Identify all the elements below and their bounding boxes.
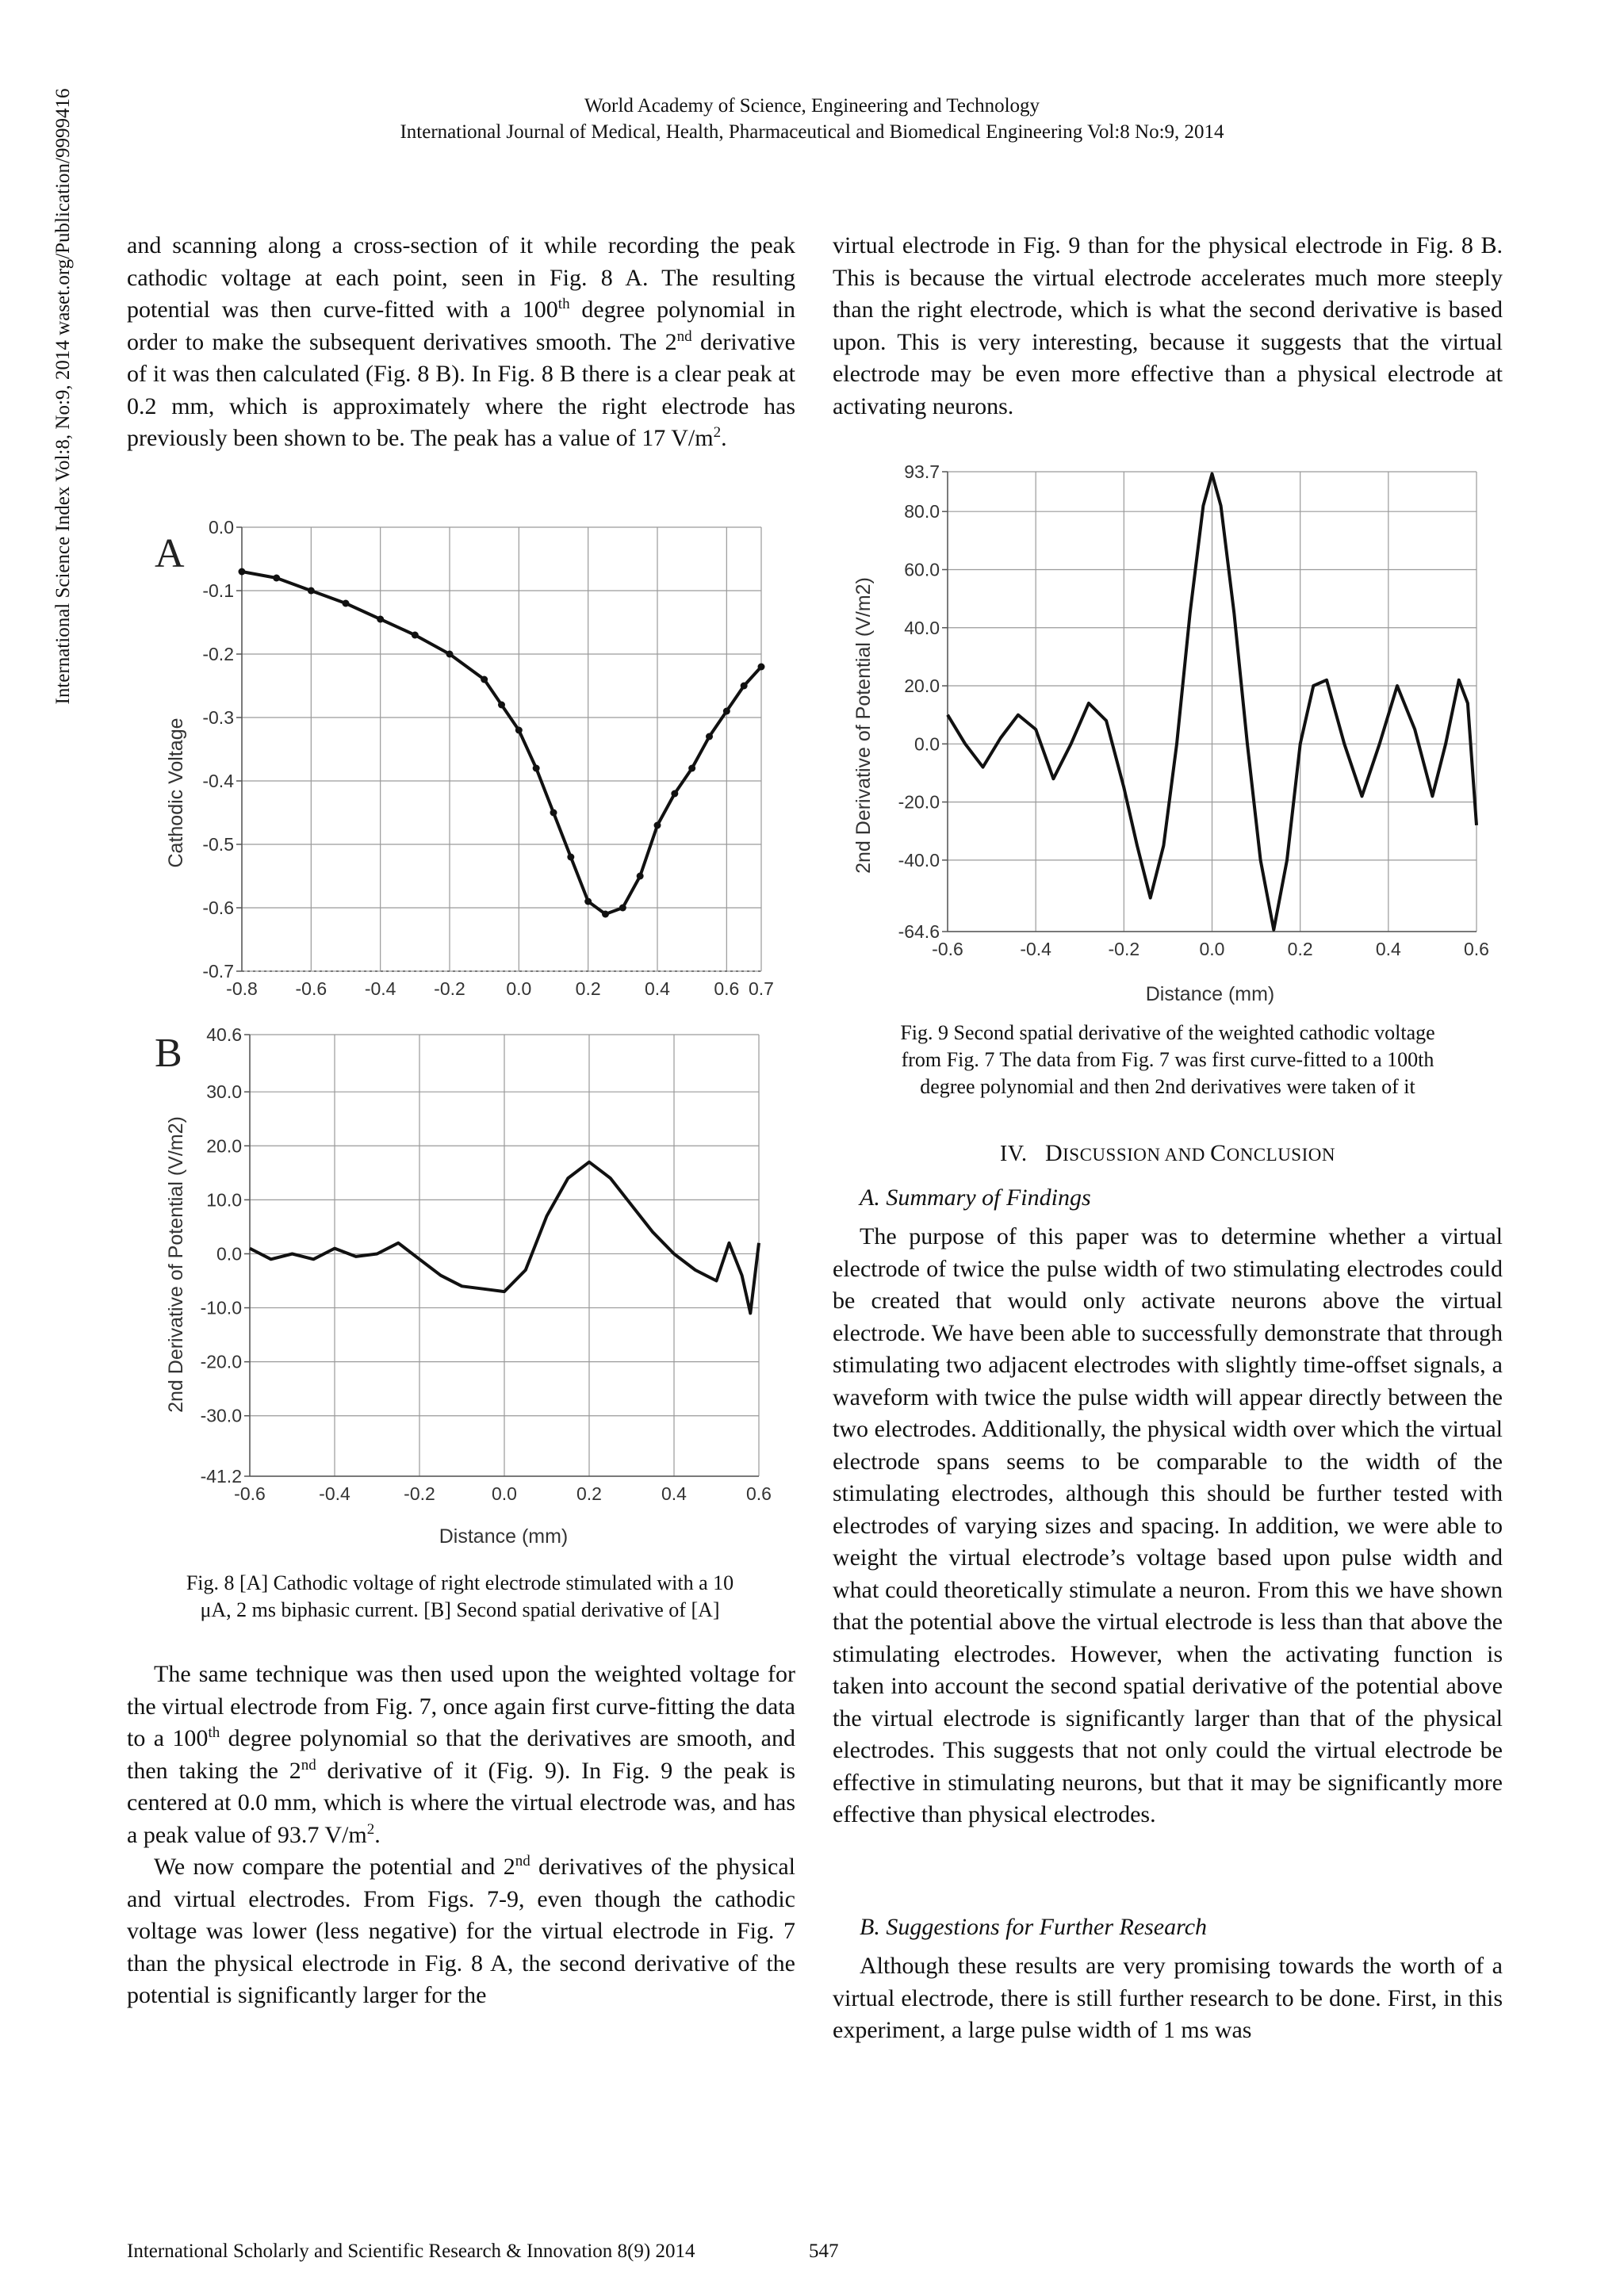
- fig8b-ytick-label: 40.6: [206, 1024, 242, 1045]
- fig8b-xlabel: Distance (mm): [439, 1525, 569, 1548]
- fig9-ytick-label: 0.0: [914, 733, 940, 755]
- left-paragraph-2: The same technique was then used upon the weighted voltage for the virtual electrode from Fig. 7, once again first curve-fitting the data to a 100th degree polynomial so that the derivatives are smooth, and then taking the 2nd derivative of it (Fig. 9). In Fig. 9 the peak is centered at 0.0 mm, which is where the virtual electrode was, and has a peak value of 93.7 $V/m^2$. We now compare the potential and 2nd derivatives of the physical and virtual electrodes. From Figs. 7-9, even though the cathodic voltage was lower (less negative) for the virtual electrode in Fig. 7 than the physical electrode in Fig. 8 A, the second derivative of the potential is significantly larger for the: [127, 1661, 795, 2008]
- fig8a-ytick-label: -0.1: [202, 580, 234, 601]
- fig8b-ytick-label: -20.0: [200, 1351, 242, 1372]
- fig8a-data-point: [671, 790, 678, 798]
- subsection-a-title: A. Summary of Findings: [860, 1184, 1091, 1211]
- fig8a-xtick-label: -0.6: [295, 978, 327, 999]
- right-paragraph-3: Although these results are very promising towards the worth of a virtual electrode, there is still further research to be done. First, in this experiment, a large pulse width of 1 ms was: [833, 1953, 1503, 2043]
- left-paragraph-1: and scanning along a cross-section of it while recording the peak cathodic voltage at each point, seen in Fig. 8 A. The resulting potential was then curve-fitted with a 100th degree polynomial in order to make the subsequent derivatives smooth. The 2nd derivative of it was then calculated (Fig. 8 B). In Fig. 8 B there is a clear peak at 0.2 mm, which is approximately where the right electrode has previously been shown to be. The peak has a value of 17 $V/m^2$.: [127, 232, 795, 451]
- fig8a-xtick-label: 0.7: [749, 978, 774, 999]
- fig9-xtick-label: 0.4: [1375, 939, 1401, 959]
- fig8a-xtick-label: 0.0: [506, 978, 532, 999]
- fig9-xtick-label: -0.2: [1108, 939, 1140, 959]
- fig8a-xtick-label: 0.2: [575, 978, 601, 999]
- fig8b-ytick-label: 10.0: [206, 1189, 242, 1211]
- fig8a-data-point: [308, 587, 315, 595]
- fig8a-xtick-label: -0.4: [364, 978, 396, 999]
- fig9-caption-line3: degree polynomial and then 2nd derivatives were taken of it: [920, 1075, 1415, 1098]
- fig8a-xtick-label: 0.4: [645, 978, 670, 999]
- fig8b-xtick-label: 0.0: [492, 1483, 517, 1504]
- fig8b-ylabel: 2nd Derivative of Potential (V/m2): [165, 1116, 187, 1413]
- page-number: 547: [809, 2241, 839, 2262]
- fig8a-data-point: [498, 702, 505, 709]
- fig8a-data-point: [741, 683, 748, 690]
- fig8a-ytick-label: 0.0: [209, 517, 234, 538]
- fig8b-chart: [155, 1023, 781, 1554]
- fig9-ylabel: 2nd Derivative of Potential (V/m2): [852, 577, 875, 874]
- journal-volume: International Journal of Medical, Health, Pharmaceutical and Biomedical Engineering Vol:8 No:9, 2014: [400, 121, 1224, 143]
- fig8-caption: [111, 1570, 809, 1624]
- fig8b-xtick-label: 0.4: [661, 1483, 687, 1504]
- fig8a-xtick-label: -0.2: [434, 978, 465, 999]
- fig8a-xtick-label: -0.8: [226, 978, 258, 999]
- fig8a-data-point: [567, 854, 574, 861]
- fig8a-data-point: [654, 822, 661, 829]
- fig9-xtick-label: 0.2: [1287, 939, 1313, 959]
- fig8a-data-point: [377, 616, 384, 623]
- fig9-ytick-label: 93.7: [904, 461, 940, 482]
- fig8b-ytick-label: 0.0: [216, 1243, 242, 1265]
- fig9-ytick-label: 20.0: [904, 675, 940, 697]
- fig8a-data-point: [758, 664, 765, 671]
- fig8a-chart: [155, 511, 781, 1019]
- fig8a-data-point: [584, 898, 592, 905]
- sidebar-index-text: International Science Index Vol:8, No:9, 2014 waset.org/Publication/9999416: [52, 88, 74, 705]
- fig9-ytick-label: -40.0: [898, 849, 940, 871]
- fig9-xtick-label: -0.6: [932, 939, 963, 959]
- fig8a-data-point: [412, 632, 419, 639]
- fig9-xtick-label: 0.6: [1464, 939, 1489, 959]
- fig8b-xtick-label: -0.6: [234, 1483, 266, 1504]
- fig8a-ytick-label: -0.3: [202, 707, 234, 728]
- fig8a-data-point: [619, 905, 626, 912]
- fig8a-panel-label: A: [155, 531, 185, 576]
- fig8a-data-point: [446, 651, 454, 658]
- fig8b-xtick-label: -0.2: [404, 1483, 435, 1504]
- fig9-ytick-label: 80.0: [904, 501, 940, 522]
- fig8b-ytick-label: -30.0: [200, 1405, 242, 1426]
- fig9-ytick-label: 40.0: [904, 617, 940, 638]
- fig9-caption: [833, 1020, 1503, 1100]
- fig8a-data-point: [343, 600, 350, 607]
- fig8b-panel-label: B: [155, 1031, 182, 1076]
- fig9-ytick-label: 60.0: [904, 559, 940, 580]
- subsection-b-title: B. Suggestions for Further Research: [860, 1914, 1208, 1940]
- fig8b-ytick-label: 30.0: [206, 1081, 242, 1103]
- fig8a-data-point: [481, 676, 488, 683]
- fig8a-ytick-label: -0.4: [202, 771, 234, 791]
- fig8a-ytick-label: -0.6: [202, 897, 234, 918]
- section-heading: IV. DISCUSSION AND CONCLUSION: [1000, 1140, 1335, 1166]
- fig9-xtick-label: 0.0: [1199, 939, 1225, 959]
- fig8b-ytick-label: 20.0: [206, 1135, 242, 1157]
- fig8a-data-point: [637, 873, 644, 880]
- fig9-caption-line2: from Fig. 7 The data from Fig. 7 was first curve-fitted to a 100th: [901, 1048, 1434, 1071]
- fig8a-data-point: [602, 911, 609, 918]
- footer-publisher: International Scholarly and Scientific Research & Innovation 8(9) 2014: [127, 2241, 695, 2262]
- fig8b-xtick-label: -0.4: [319, 1483, 350, 1504]
- fig9-xtick-label: -0.4: [1020, 939, 1051, 959]
- fig8a-data-point: [688, 765, 695, 772]
- right-paragraph-1: virtual electrode in Fig. 9 than for the physical electrode in Fig. 8 B. This is because the virtual electrode accelerates much more steeply than the right electrode, which is what the second derivative is based upon. This is very interesting, because it suggests that the virtual electrode may be even more effective than a physical electrode at activating neurons.: [833, 232, 1503, 419]
- fig8a-data-point: [239, 568, 246, 576]
- fig8a-data-point: [723, 708, 730, 715]
- fig8a-xtick-label: 0.6: [714, 978, 740, 999]
- fig8b-ytick-label: -41.2: [200, 1466, 242, 1487]
- fig8a-ylabel: Cathodic Voltage: [165, 718, 187, 868]
- fig9-xlabel: Distance (mm): [1145, 983, 1275, 1005]
- fig8-caption-line1: Fig. 8 [A] Cathodic voltage of right electrode stimulated with a 10: [186, 1571, 734, 1594]
- fig8b-ytick-label: -10.0: [200, 1297, 242, 1318]
- fig8a-ytick-label: -0.2: [202, 644, 234, 664]
- fig8a-ytick-label: -0.5: [202, 834, 234, 855]
- fig8a-data-point: [515, 727, 523, 734]
- fig8a-ytick-label: -0.7: [202, 961, 234, 982]
- fig8a-series-line: [242, 572, 761, 914]
- right-paragraph-2: The purpose of this paper was to determine whether a virtual electrode of twice the pulse width of two stimulating electrodes could be created that would only activate neurons above the virtual electrode. We have been able to successfully demonstrate that through stimulating two adjacent electrodes with slightly time-offset signals, a waveform with twice the pulse width will appear directly between the two electrodes. Additionally, the physical width over which the virtual electrode spans seems to be comparable to the width of the stimulating electrodes, although this should be further tested with electrodes of varying sizes and spacing. In addition, we were able to weight the virtual electrode’s voltage based upon pulse width and what could theoretically stimulate a neuron. From this we have shown that the potential above the virtual electrode is less than that above the stimulating electrodes. However, when the activating function is taken into account the second spatial derivative of the potential above the virtual electrode is significantly larger than that of the physical electrodes. This suggests that not only could the virtual electrode be effective in stimulating neurons, but that it may be significantly more effective than physical electrodes.: [833, 1223, 1503, 1827]
- fig8a-data-point: [533, 765, 540, 772]
- fig8b-xtick-label: 0.2: [576, 1483, 602, 1504]
- fig9-caption-line1: Fig. 9 Second spatial derivative of the weighted cathodic voltage: [900, 1021, 1435, 1044]
- fig8b-xtick-label: 0.6: [746, 1483, 772, 1504]
- journal-name: World Academy of Science, Engineering and Technology: [584, 95, 1040, 117]
- fig8a-data-point: [706, 733, 713, 740]
- fig8a-data-point: [550, 809, 557, 817]
- fig9-chart: [848, 452, 1499, 1015]
- fig8a-data-point: [273, 575, 280, 582]
- fig9-ytick-label: -64.6: [898, 921, 940, 942]
- fig9-ytick-label: -20.0: [898, 791, 940, 813]
- fig8-caption-line2: μA, 2 ms biphasic current. [B] Second spatial derivative of [A]: [200, 1598, 720, 1621]
